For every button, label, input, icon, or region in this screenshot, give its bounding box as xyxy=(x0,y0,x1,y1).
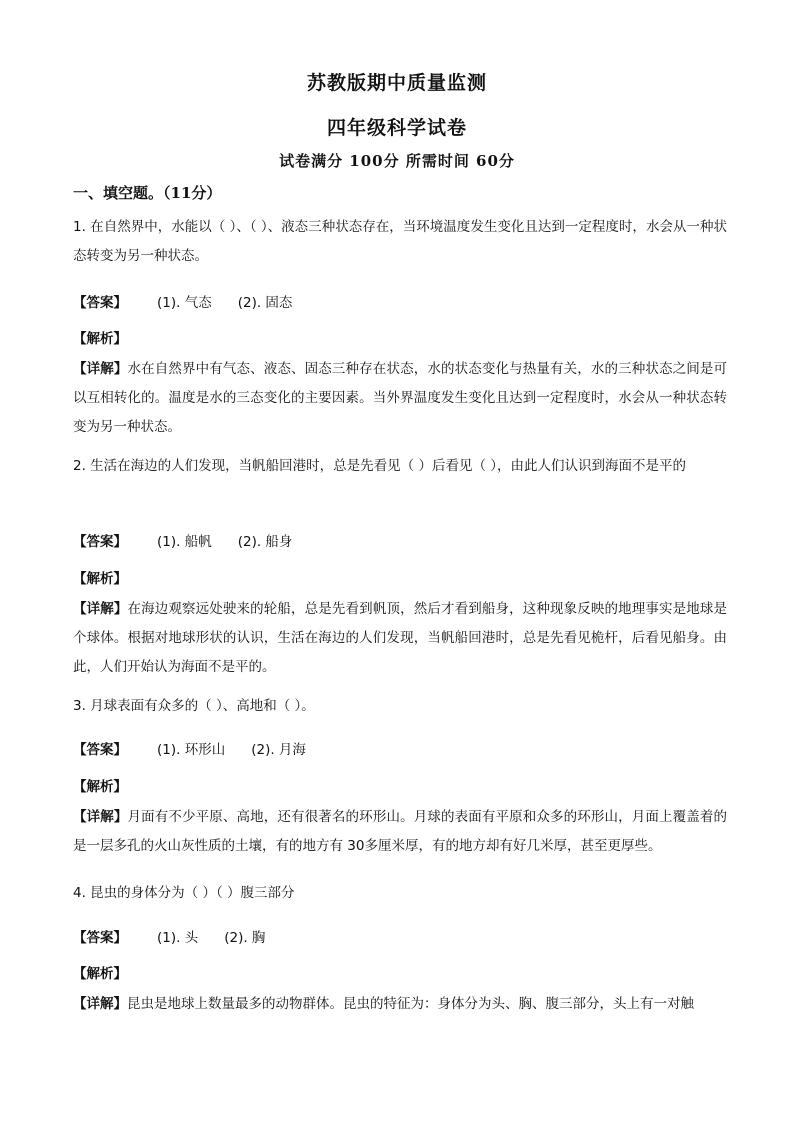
question-4-text: 4. 昆虫的身体分为（ ）（ ）腹三部分 xyxy=(73,885,295,901)
answer-2: (2). 固态 xyxy=(237,295,293,311)
exam-title: 苏教版期中质量监测 xyxy=(306,72,487,94)
answer-2: (2). 胸 xyxy=(224,930,266,946)
detail-text: 水在自然界中有气态、液态、固态三种存在状态，水的状态变化与热量有关，水的三种状态之间是可以互相转化的。温度是水的三态变化的主要因素。当外界温度发生变化且达到一定程度时，水会从一种状态转变为另一种状态。 xyxy=(73,361,728,435)
question-2-analysis-label: 【解析】 xyxy=(73,571,127,587)
question-4-detail xyxy=(73,990,727,1019)
question-4-analysis-label: 【解析】 xyxy=(73,966,127,982)
section-heading: 一、填空题。（11分） xyxy=(73,184,222,202)
detail-text: 在海边观察远处驶来的轮船，总是先看到帆顶，然后才看到船身，这种现象反映的地理事实是地球是个球体。根据对地球形状的认识，生活在海边的人们发现，当帆船回港时，总是先看见桅杆，后看见船身。由此，人们开始认为海面不是平的。 xyxy=(73,601,728,675)
question-1-detail xyxy=(73,355,727,442)
detail-label: 【详解】 xyxy=(73,361,128,377)
answer-label: 【答案】 xyxy=(73,930,127,946)
detail-text: 月面有不少平原、高地，还有很著名的环形山。月球的表面有平原和众多的环形山，月面上覆盖着的是一层多孔的火山灰性质的土壤，有的地方有 30多厘米厚，有的地方却有好几米厚，甚至更厚些。 xyxy=(73,809,728,854)
detail-label: 【详解】 xyxy=(73,996,127,1012)
question-3-answer xyxy=(73,738,306,758)
answer-1: (1). 船帆 xyxy=(157,534,212,550)
exam-meta: 试卷满分 100分 所需时间 60分 xyxy=(279,152,515,170)
answer-label: 【答案】 xyxy=(73,534,127,550)
detail-label: 【详解】 xyxy=(73,601,128,617)
question-1-analysis-label: 【解析】 xyxy=(73,331,127,347)
question-3-text: 3. 月球表面有众多的（ ）、高地和（ ）。 xyxy=(73,698,315,714)
answer-1: (1). 环形山 xyxy=(157,742,226,758)
question-4-answer xyxy=(73,926,265,946)
answer-1: (1). 气态 xyxy=(157,295,212,311)
question-1-text: 1. 在自然界中，水能以（ ）、（ ）、液态三种状态存在，当环境温度发生变化且达到一定程度时，水会从一种状态转变为另一种状态。 xyxy=(73,219,727,264)
question-1-answer xyxy=(73,291,292,311)
question-2-text: 2. 生活在海边的人们发现，当帆船回港时，总是先看见（ ）后看见（ ），由此人们认识到海面不是平的 xyxy=(73,458,687,474)
answer-1: (1). 头 xyxy=(157,930,199,946)
detail-label: 【详解】 xyxy=(73,809,128,825)
exam-subtitle: 四年级科学试卷 xyxy=(326,117,467,139)
answer-label: 【答案】 xyxy=(73,295,127,311)
question-2-answer xyxy=(73,530,292,550)
question-3-detail xyxy=(73,803,727,861)
question-2-detail xyxy=(73,595,727,682)
answer-2: (2). 船身 xyxy=(237,534,293,550)
detail-text: 昆虫是地球上数量最多的动物群体。昆虫的特征为：身体分为头、胸、腹三部分，头上有一对触 xyxy=(127,996,694,1012)
answer-label: 【答案】 xyxy=(73,742,127,758)
answer-2: (2). 月海 xyxy=(251,742,306,758)
question-3-analysis-label: 【解析】 xyxy=(73,779,127,795)
